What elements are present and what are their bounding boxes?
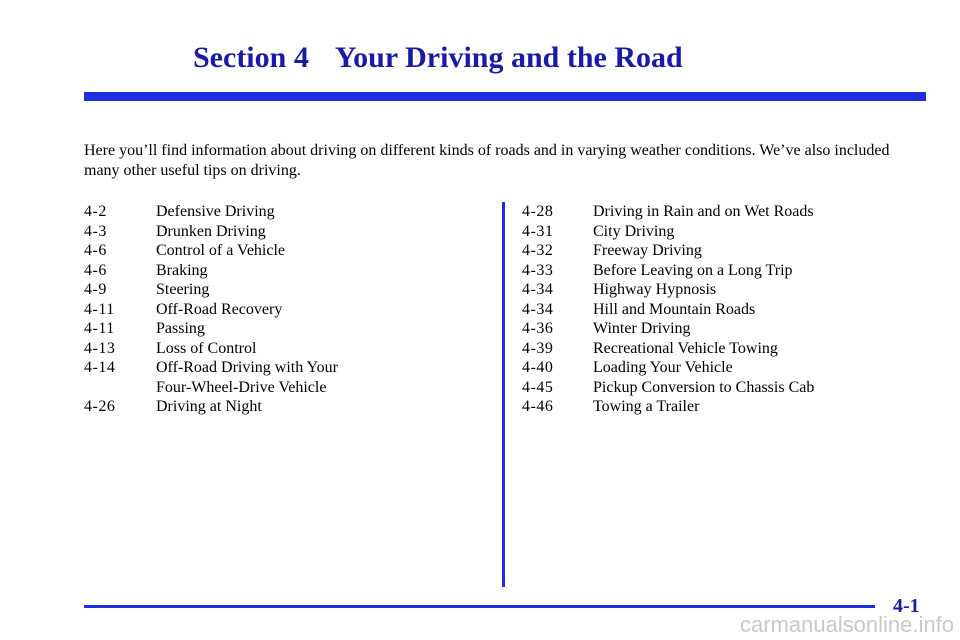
section-title: Your Driving and the Road: [334, 41, 683, 74]
toc-entry-title: Driving at Night: [156, 398, 262, 415]
toc-entry-title: Loading Your Vehicle: [593, 359, 733, 376]
toc-entry-title: Off-Road Recovery: [156, 300, 283, 318]
toc-entry-title: Recreational Vehicle Towing: [593, 339, 778, 357]
toc-entry-title: Winter Driving: [593, 320, 691, 337]
toc-page-number: 4-6: [84, 261, 107, 279]
toc-entry: [84, 222, 338, 242]
toc-page-number: 4-40: [522, 359, 554, 376]
toc-entry-title: Hill and Mountain Roads: [593, 300, 756, 318]
toc-entry: [84, 319, 338, 339]
toc-entry: [84, 300, 338, 320]
toc-entry: [522, 378, 814, 398]
header-rule: [84, 92, 926, 101]
toc-page-number: 4-39: [522, 339, 554, 357]
toc-page-number: 4-45: [522, 378, 554, 396]
toc-left-column: [84, 202, 338, 417]
toc-entry-title: Highway Hypnosis: [593, 281, 717, 298]
toc-entry-title: Towing a Trailer: [593, 398, 700, 415]
toc-entry: [522, 358, 814, 378]
toc-entry-title: Loss of Control: [156, 339, 257, 357]
toc-entry-title: Braking: [156, 261, 208, 279]
toc-entry: [522, 222, 814, 242]
toc-entry: [522, 397, 814, 417]
toc-entry-title: Before Leaving on a Long Trip: [593, 261, 793, 279]
toc-entry: [84, 358, 338, 397]
toc-page-number: 4-34: [522, 300, 554, 318]
toc-page-number: 4-46: [522, 398, 554, 415]
intro-paragraph: Here you’ll find information about driving on different kinds of roads and in varying weather conditions. We’ve also included many other useful tips on driving.: [84, 142, 890, 179]
toc-entry-title: Freeway Driving: [593, 242, 702, 259]
toc-entry: [84, 202, 338, 222]
watermark: carmanualsonline.info: [739, 612, 954, 637]
toc-entry: [84, 339, 338, 359]
toc-entry-title: Passing: [156, 320, 205, 337]
toc-entry: [84, 241, 338, 261]
toc-page-number: 4-34: [522, 281, 554, 298]
toc-entry-title-continuation: Four-Wheel-Drive Vehicle: [156, 378, 327, 396]
toc-entry: [522, 241, 814, 261]
toc-page-number: 4-14: [84, 359, 116, 376]
footer-rule: [84, 605, 875, 608]
toc-page-number: 4-11: [84, 300, 115, 318]
toc-entry: [84, 280, 338, 300]
toc-entry-title: Driving in Rain and on Wet Roads: [593, 203, 814, 220]
toc-entry: [522, 319, 814, 339]
toc-entry-title: Off-Road Driving with Your: [156, 359, 338, 376]
page-number: 4-1: [893, 595, 920, 617]
toc-entry: [522, 300, 814, 320]
toc-page-number: 4-9: [84, 281, 107, 298]
toc-entry-title: City Driving: [593, 222, 675, 240]
toc-entry: [522, 202, 814, 222]
toc-entry-title: Control of a Vehicle: [156, 242, 286, 259]
toc-page-number: 4-28: [522, 203, 554, 220]
toc-entry: [522, 261, 814, 281]
toc-entry: [522, 339, 814, 359]
section-heading: [193, 38, 683, 78]
toc-page-number: 4-31: [522, 222, 554, 240]
toc-page-number: 4-11: [84, 320, 115, 337]
toc-entry-title: Drunken Driving: [156, 222, 266, 240]
toc-page-number: 4-6: [84, 242, 107, 259]
toc-page-number: 4-2: [84, 203, 107, 220]
toc-entry: [522, 280, 814, 300]
toc-right-column: [522, 202, 814, 417]
toc-entry-title: Steering: [156, 281, 210, 298]
toc-entry: [84, 397, 338, 417]
toc-entry-title: Pickup Conversion to Chassis Cab: [593, 378, 815, 396]
toc-entry: [84, 261, 338, 281]
toc-page-number: 4-26: [84, 398, 116, 415]
toc-entry-title: Defensive Driving: [156, 203, 275, 220]
section-number: Section 4: [193, 41, 309, 74]
toc-page-number: 4-33: [522, 261, 554, 279]
column-divider: [502, 202, 505, 587]
toc-page-number: 4-32: [522, 242, 554, 259]
toc-page-number: 4-36: [522, 320, 554, 337]
toc-page-number: 4-13: [84, 339, 116, 357]
toc-page-number: 4-3: [84, 222, 107, 240]
